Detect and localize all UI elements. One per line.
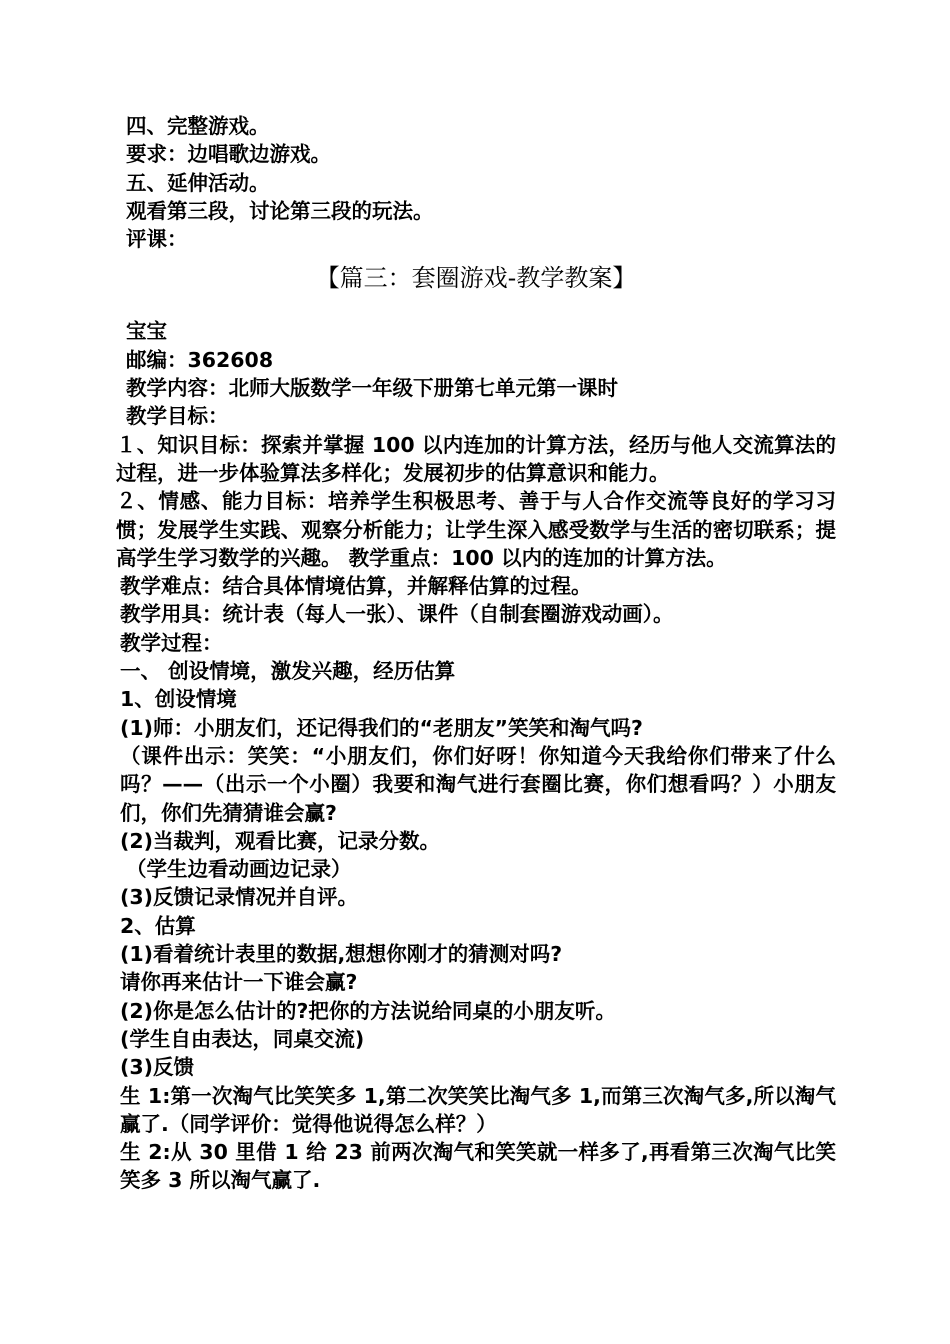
author-line: 宝宝 [126, 319, 167, 344]
teaching-content: 教学内容：北师大版数学一年级下册第七单元第一课时 [126, 376, 618, 401]
section-five-title: 五、延伸活动。 [126, 170, 270, 195]
teaching-difficulty: 教学难点：结合具体情境估算，并解释估算的过程。 [120, 574, 592, 599]
paragraph-record-note: （学生边看动画边记录） [126, 857, 352, 882]
question-one-followup: 请你再来估计一下谁会赢? [120, 970, 358, 995]
sub-step-two-title: 2、估算 [120, 913, 196, 938]
review-label: 评课： [126, 227, 188, 252]
requirement-line: 要求：边唱歌边游戏。 [126, 142, 331, 167]
teaching-process-label: 教学过程： [120, 630, 223, 655]
question-two: (2)你是怎么估计的?把你的方法说给同桌的小朋友听。 [120, 998, 616, 1023]
teaching-goals-label: 教学目标： [126, 404, 229, 429]
feedback-label: (3)反馈 [120, 1055, 195, 1080]
paragraph-teacher-question: (1)师：小朋友们，还记得我们的“老朋友”笑笑和淘气吗? [120, 715, 643, 740]
student-one-answer: 生 1:第一次淘气比笑笑多 1,第二次笑笑比淘气多 1,而第三次淘气多,所以淘气赢了.（同学评价：觉得他说得怎么样？） [120, 1083, 836, 1136]
paragraph-courseware: （课件出示：笑笑：“小朋友们，你们好呀！你知道今天我给你们带来了什么吗？——（出示一个小圈）我要和淘气进行套圈比赛，你们想看吗？）小朋友们，你们先猜猜谁会赢? [120, 743, 836, 825]
ability-goal: ２、情感、能力目标：培养学生积极思考、善于与人合作交流等良好的学习习惯；发展学生实践、观察分析能力；让学生深入感受数学与生活的密切联系；提高学生学习数学的兴趣。 教学重点：100 以内的连加的计算方法。 [116, 489, 836, 570]
student-two-answer: 生 2:从 30 里借 1 给 23 前两次淘气和笑笑就一样多了,再看第三次淘气比笑笑多 3 所以淘气赢了. [120, 1140, 836, 1193]
teaching-tools: 教学用具：统计表（每人一张）、课件（自制套圈游戏动画）。 [120, 602, 674, 627]
document-content [116, 112, 836, 1195]
knowledge-goal: １、知识目标：探索并掌握 100 以内连加的计算方法，经历与他人交流算法的过程，进一步体验算法多样化；发展初步的估算意识和能力。 [116, 432, 836, 485]
postcode-line: 邮编：362608 [126, 347, 274, 372]
question-one: (1)看着统计表里的数据,想想你刚才的猜测对吗? [120, 942, 563, 967]
extension-line: 观看第三段，讨论第三段的玩法。 [126, 198, 434, 223]
question-two-note: (学生自由表达，同桌交流) [120, 1026, 365, 1051]
paragraph-referee: (2)当裁判，观看比赛，记录分数。 [120, 828, 441, 853]
sub-step-one-title: 1、创设情境 [120, 687, 237, 712]
step-one-title: 一、 创设情境，激发兴趣，经历估算 [120, 659, 456, 684]
paragraph-feedback-record: (3)反馈记录情况并自评。 [120, 885, 359, 910]
article-heading: 【篇三：套圈游戏-教学教案】 [315, 264, 637, 293]
section-four-title: 四、完整游戏。 [126, 114, 270, 138]
